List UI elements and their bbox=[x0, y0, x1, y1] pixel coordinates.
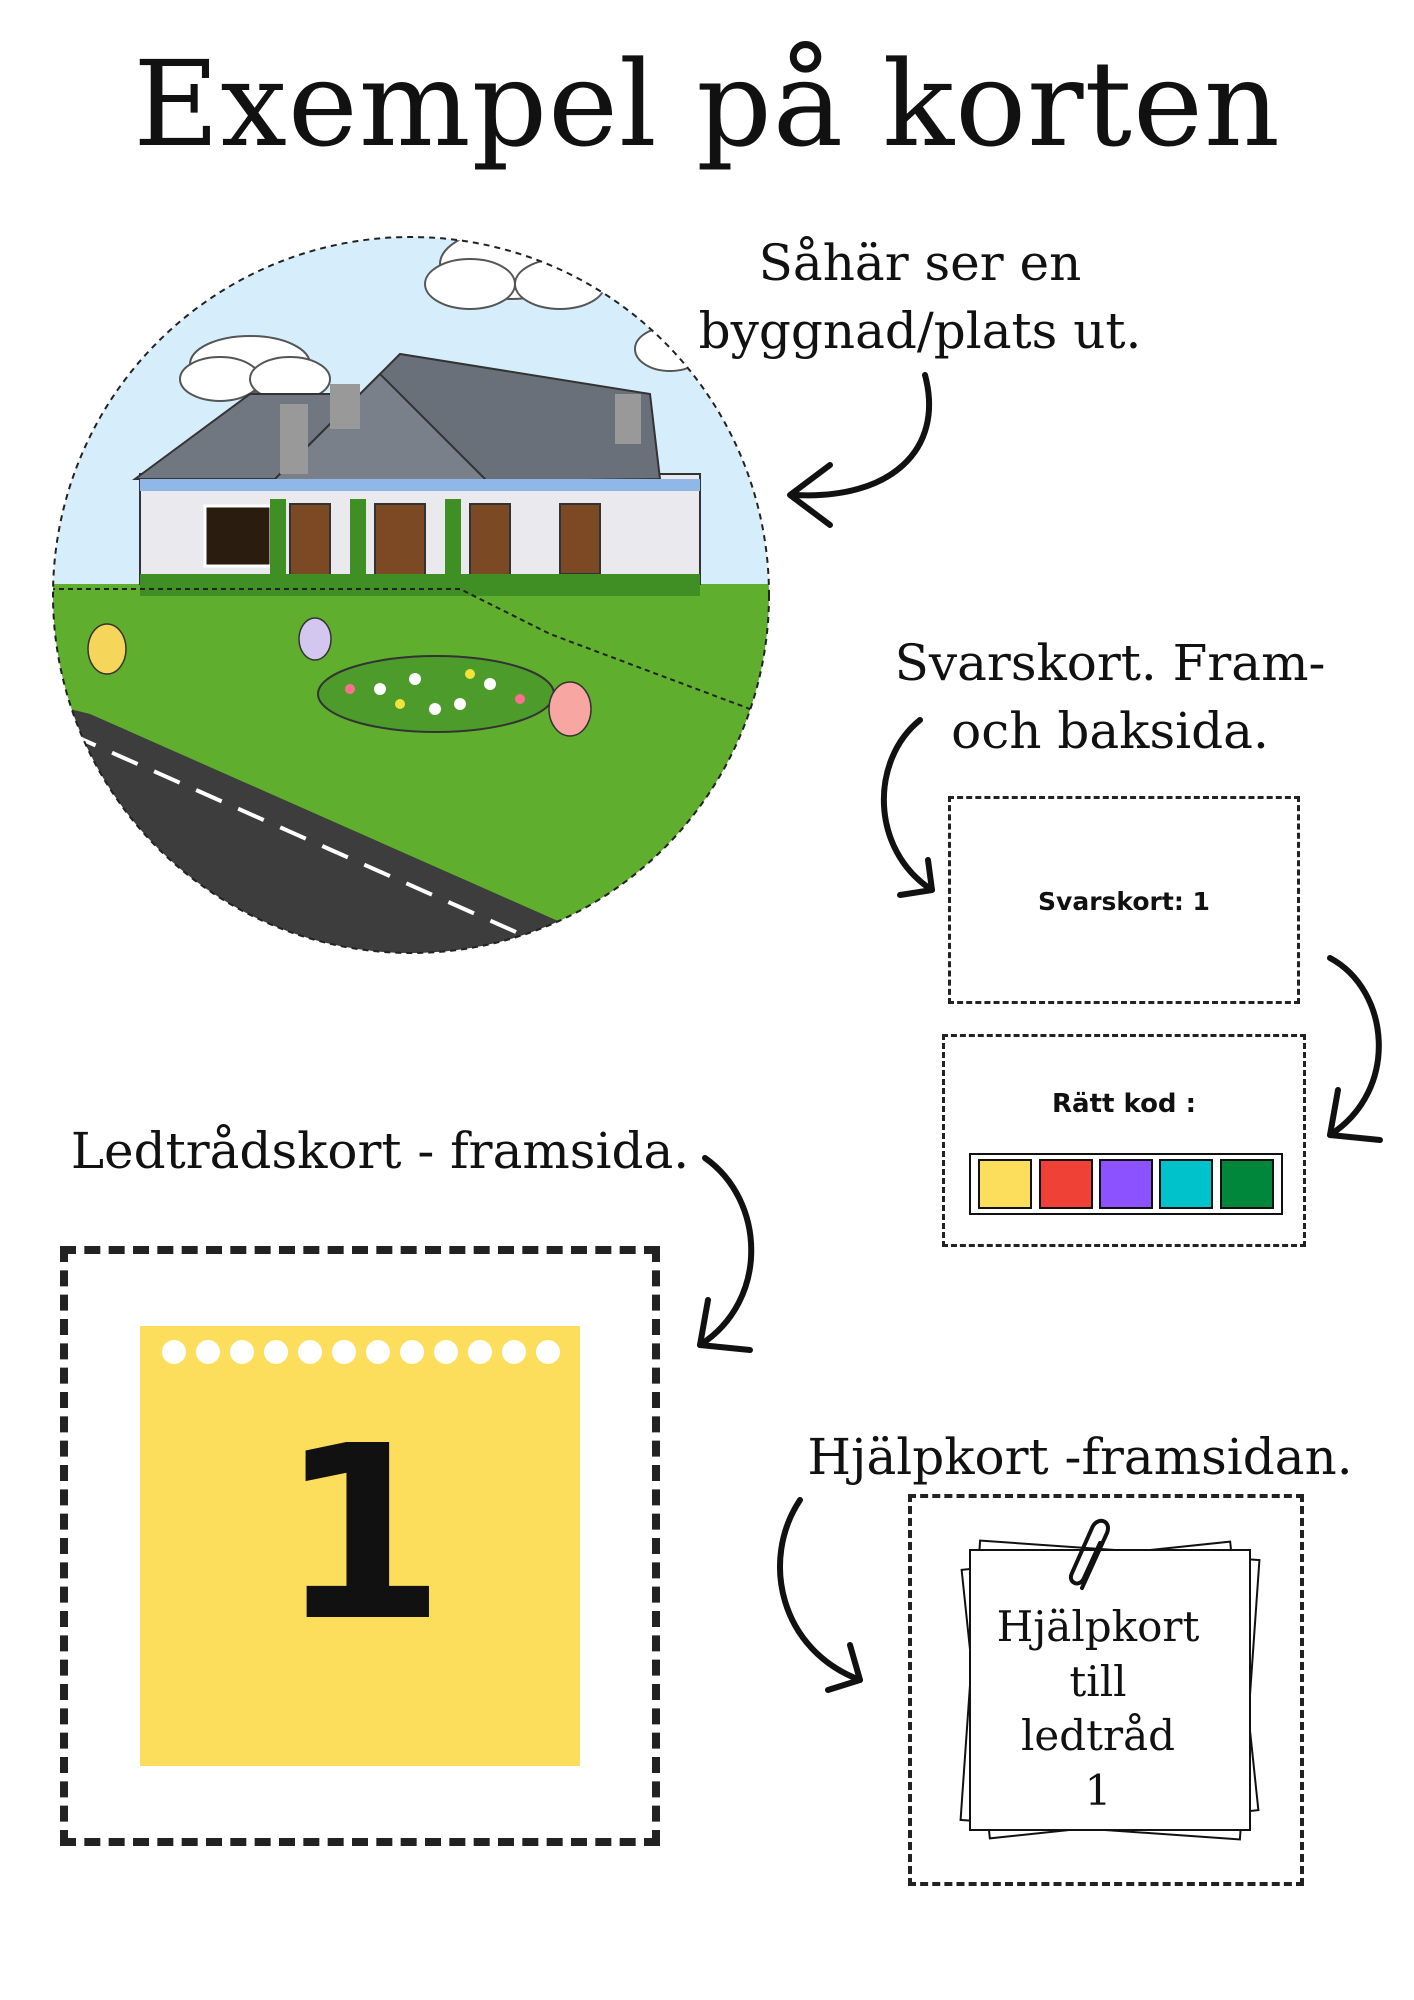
curved-arrow-icon bbox=[770, 360, 950, 540]
curved-arrow-icon bbox=[760, 1490, 890, 1700]
help-card-caption: Hjälpkort -framsidan. bbox=[807, 1428, 1353, 1486]
building-caption: Såhär ser en byggnad/plats ut. bbox=[698, 234, 1142, 360]
paperclip-icon bbox=[1062, 1518, 1122, 1598]
curved-arrow-icon bbox=[860, 710, 960, 910]
answer-card-front bbox=[948, 796, 1300, 1004]
color-code bbox=[969, 1153, 1283, 1215]
clue-card-caption: Ledtrådskort - framsida. bbox=[70, 1122, 690, 1180]
color-swatch-purple bbox=[1099, 1159, 1153, 1209]
curved-arrow-icon bbox=[680, 1150, 790, 1360]
correct-code-label: Rätt kod : bbox=[1052, 1089, 1196, 1119]
clue-card-number: 1 bbox=[278, 1394, 442, 1674]
color-swatch-cyan bbox=[1159, 1159, 1213, 1209]
page-title: Exempel på korten bbox=[133, 35, 1281, 173]
answer-card-back bbox=[942, 1034, 1306, 1247]
curved-arrow-icon bbox=[1310, 950, 1410, 1150]
color-swatch-green bbox=[1220, 1159, 1274, 1209]
answer-card-caption: Svarskort. Fram- och baksida. bbox=[894, 634, 1326, 760]
color-swatch-red bbox=[1039, 1159, 1093, 1209]
help-card-text: Hjälpkort till ledtråd 1 bbox=[996, 1602, 1200, 1815]
clue-card-front bbox=[140, 1326, 580, 1766]
color-swatch-yellow bbox=[978, 1159, 1032, 1209]
answer-card-label: Svarskort: 1 bbox=[1038, 887, 1210, 916]
